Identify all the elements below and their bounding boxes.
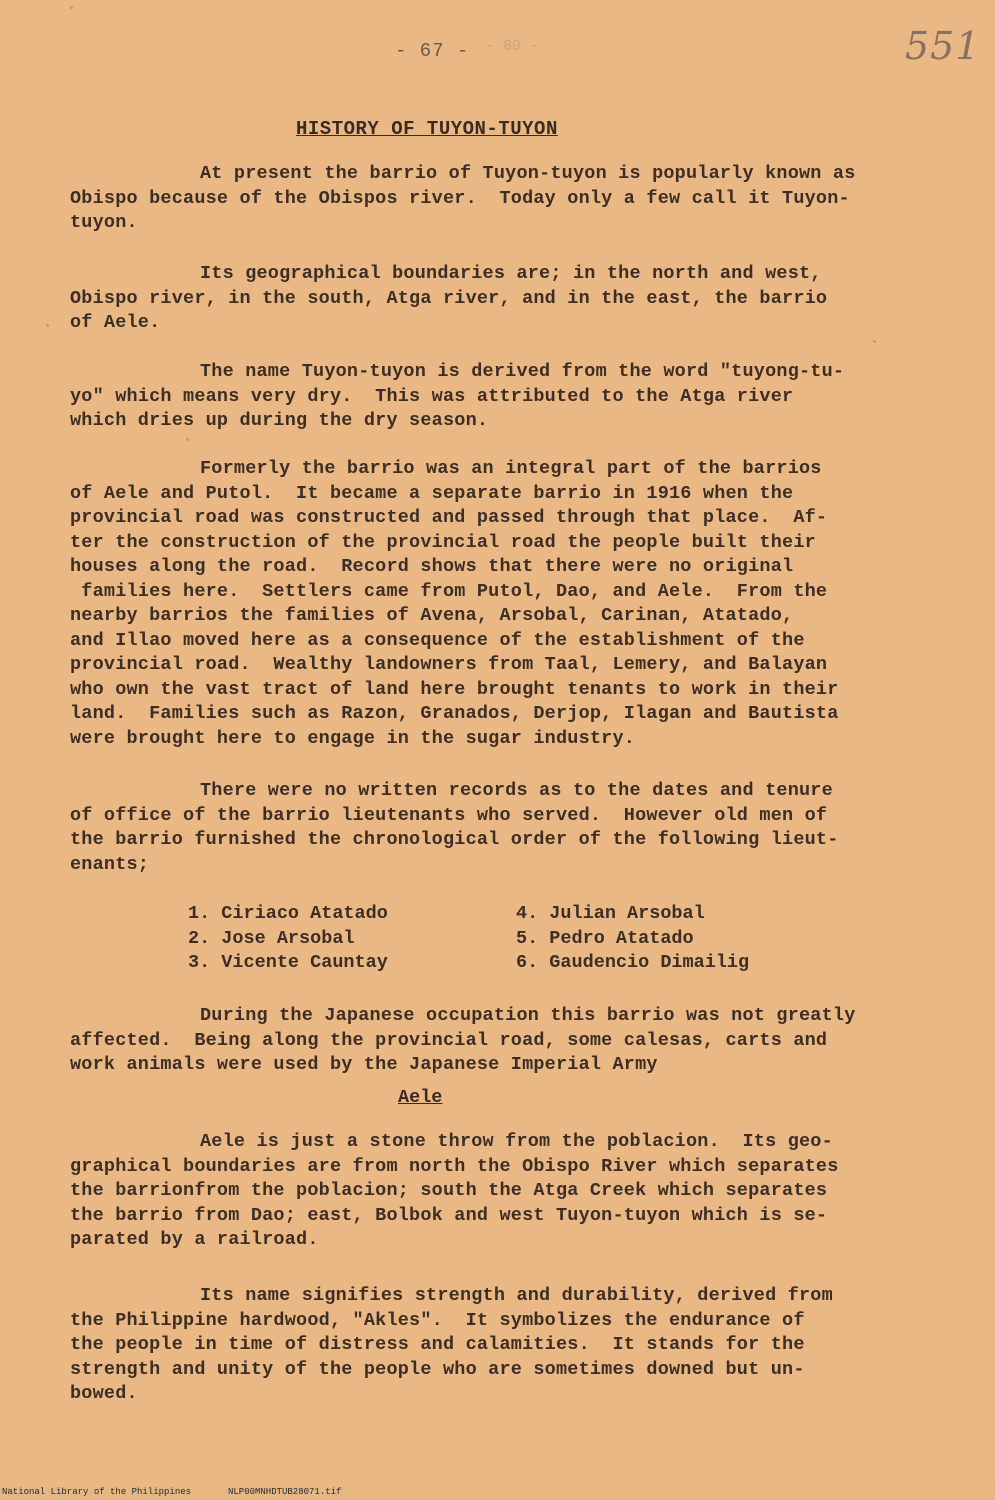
text-line: of Aele.: [70, 312, 161, 333]
text-line: the barrio furnished the chronological order of the following lieut-: [70, 829, 839, 850]
text-line: work animals were used by the Japanese Imperial Army: [70, 1054, 658, 1075]
text-line: There were no written records as to the dates and tenure: [200, 780, 833, 801]
paragraph-5: [70, 779, 910, 877]
text-line: houses along the road. Record shows that there were no original: [70, 556, 794, 577]
text-line: Its geographical boundaries are; in the north and west,: [200, 263, 822, 284]
list-item: 4. Julian Arsobal: [516, 903, 705, 924]
text-line: tuyon.: [70, 212, 138, 233]
text-line: the barrionfrom the poblacion; south the Atga Creek which separates: [70, 1180, 828, 1201]
text-line: Its name signifies strength and durability, derived from: [200, 1285, 833, 1306]
paragraph-4: [70, 457, 910, 751]
text-line: graphical boundaries are from north the Obispo River which separates: [70, 1155, 839, 1177]
paper-speck: [70, 6, 73, 9]
list-item: 5. Pedro Atatado: [516, 927, 694, 949]
text-line: the Philippine hardwood, "Akles". It symbolizes the endurance of: [70, 1309, 805, 1331]
text-line: of Aele and Putol. It became a separate barrio in 1916 when the: [70, 482, 794, 504]
text-line: The name Tuyon-tuyon is derived from the word "tuyong-tu-: [200, 361, 845, 382]
text-line: who own the vast tract of land here brought tenants to work in their: [70, 678, 839, 700]
paragraph-1: [70, 162, 910, 236]
paper-speck: [46, 324, 49, 327]
list-item: 3. Vicente Cauntay: [188, 952, 388, 973]
text-line: which dries up during the dry season.: [70, 410, 489, 431]
text-line: nearby barrios the families of Avena, Arsobal, Carinan, Atatado,: [70, 605, 794, 626]
text-line: the barrio from Dao; east, Bolbok and west Tuyon-tuyon which is se-: [70, 1204, 828, 1226]
text-line: provincial road. Wealthy landowners from Taal, Lemery, and Balayan: [70, 654, 828, 675]
list-item: 2. Jose Arsobal: [188, 927, 355, 949]
list-item: 1. Ciriaco Atatado: [188, 903, 388, 924]
page-number: - 67 -: [395, 40, 470, 62]
text-line: the people in time of distress and calamities. It stands for the: [70, 1334, 805, 1355]
paragraph-6: [70, 1004, 910, 1078]
footer-document-id: NLP00MNHDTUB28071.tif: [228, 1487, 342, 1497]
text-line: ter the construction of the provincial road the people built their: [70, 531, 816, 553]
text-line: Aele is just a stone throw from the poblacion. Its geo-: [200, 1131, 833, 1152]
document-title: HISTORY OF TUYON-TUYON: [296, 118, 558, 140]
paper-speck: [186, 438, 189, 441]
paragraph-7: [70, 1130, 910, 1253]
text-line: parated by a railroad.: [70, 1229, 319, 1250]
text-line: affected. Being along the provincial road, some calesas, carts and: [70, 1029, 828, 1051]
scan-footer: [0, 1487, 995, 1500]
handwritten-page-number: 551: [905, 24, 981, 68]
paper-speck: [873, 340, 876, 343]
text-line: yo" which means very dry. This was attributed to the Atga river: [70, 385, 794, 407]
text-line: provincial road was constructed and passed through that place. Af-: [70, 507, 828, 528]
text-line: strength and unity of the people who are sometimes downed but un-: [70, 1358, 805, 1380]
paragraph-2: [70, 262, 910, 336]
text-line: bowed.: [70, 1383, 138, 1404]
text-line: and Illao moved here as a consequence of the establishment of the: [70, 629, 805, 651]
list-item: 6. Gaudencio Dimailig: [516, 952, 750, 973]
text-line: Obispo river, in the south, Atga river, and in the east, the barrio: [70, 287, 828, 309]
text-line: Obispo because of the Obispos river. Today only a few call it Tuyon-: [70, 187, 850, 209]
footer-library: National Library of the Philippines: [2, 1487, 192, 1497]
ghost-page-number: - 80 -: [485, 38, 540, 55]
text-line: During the Japanese occupation this barrio was not greatly: [200, 1005, 856, 1026]
text-line: were brought here to engage in the sugar industry.: [70, 727, 636, 749]
lieutenants-column-right: [516, 902, 749, 976]
text-line: Formerly the barrio was an integral part of the barrios: [200, 458, 822, 479]
paragraph-3: [70, 360, 910, 434]
text-line: At present the barrio of Tuyon-tuyon is popularly known as: [200, 163, 856, 184]
section-heading: Aele: [398, 1087, 443, 1108]
text-line: of office of the barrio lieutenants who served. However old men of: [70, 804, 828, 826]
text-line: land. Families such as Razon, Granados, Derjop, Ilagan and Bautista: [70, 703, 839, 724]
text-line: families here. Settlers came from Putol, Dao, and Aele. From the: [70, 580, 828, 602]
text-line: enants;: [70, 853, 150, 875]
paragraph-8: [70, 1284, 910, 1407]
lieutenants-column-left: [188, 902, 388, 976]
